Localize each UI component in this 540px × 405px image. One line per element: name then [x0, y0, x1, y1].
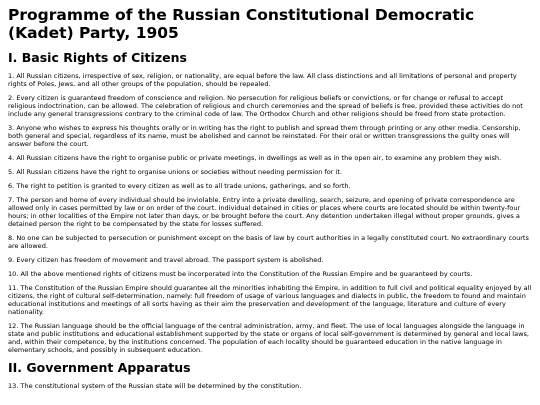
- section-government-apparatus: [8, 360, 532, 390]
- paragraph-5: 5. All Russian citizens have the right to organise unions or societies without needing permission for it.: [8, 168, 342, 176]
- paragraph-9: 9. Every citizen has freedom of movement and travel abroad. The passport system is abolished.: [8, 256, 324, 264]
- document-title: Programme of the Russian Constitutional Democratic (Kadet) Party, 1905: [8, 6, 475, 42]
- paragraph-7: 7. The person and home of every individual should be inviolable. Entry into a private dwelling, search, seizure, and opening of private correspondence are allowed only in cases permitted by law or on order of the court. Individual detained in cities or places where courts are located should be within twenty-four hours; in other localities of the Empire not later than days, or be brought before the court. Any detention undertaken illegal without proper grounds, gives a detained person the right to be compensated by the state for losses suffered.: [8, 196, 521, 228]
- paragraph-10: 10. All the above mentioned rights of citizens must be incorporated into the Constitution of the Russian Empire and be guaranteed by courts.: [8, 270, 473, 278]
- paragraph-13: 13. The constitutional system of the Russian state will be determined by the constitution.: [8, 382, 302, 390]
- paragraph-4: 4. All Russian citizens have the right to organise public or private meetings, in dwellings as well as in the open air, to examine any problem they wish.: [8, 154, 502, 162]
- paragraph-12: 12. The Russian language should be the official language of the central administration, army, and fleet. The use of local languages alongside the language in state and public institutions and educational establishment supported by the state or organs of local self-government is determined by general and local laws, and, within their competence, by the institutions concerned. The population of each locality should be guaranteed education in the native language in elementary schools, and possibly in subsequent education.: [8, 322, 529, 354]
- paragraph-6: 6. The right to petition is granted to every citizen as well as to all trade unions, gatherings, and so forth.: [8, 182, 351, 190]
- section-basic-rights: [8, 50, 532, 354]
- section-heading: II. Government Apparatus: [8, 360, 191, 375]
- paragraph-2: 2. Every citizen is guaranteed freedom of conscience and religion. No persecution for religious beliefs or convictions, or for change or refusal to accept religious indoctrination, can be allowed. The celebration of religious and church ceremonies and the spread of beliefs is free, provided these activities do not include any general transgressions contrary to the criminal code of law. The Orthodox Church and other religions should be freed from state protection.: [8, 94, 523, 118]
- paragraph-3: 3. Anyone who wishes to express his thoughts orally or in writing has the right to publish and spread them through printing or any other media. Censorship, both general and special, regardless of its name, must be abolished and cannot be reinstated. For their oral or written transgressions the guilty ones will answer before the court.: [8, 124, 521, 148]
- section-heading: I. Basic Rights of Citizens: [8, 50, 187, 65]
- paragraph-11: 11. The Constitution of the Russian Empire should guarantee all the minorities inhabiting the Empire, in addition to full civil and political equality enjoyed by all citizens, the right of cultural self-determination, namely: full freedom of usage of various languages and dialects in public, the freedom to found and maintain educational institutions and meetings of all sorts having as their aim the preservation and development of the language, literature and culture of every nationality.: [8, 284, 532, 316]
- paragraph-1: 1. All Russian citizens, irrespective of sex, religion, or nationality, are equal before the law. All class distinctions and all limitations of personal and property rights of Poles, Jews, and all other groups of the population, should be repealed.: [8, 72, 517, 88]
- paragraph-8: 8. No one can be subjected to persecution or punishment except on the basis of law by court authorities in a legally constituted court. No extraordinary courts are allowed.: [8, 234, 529, 250]
